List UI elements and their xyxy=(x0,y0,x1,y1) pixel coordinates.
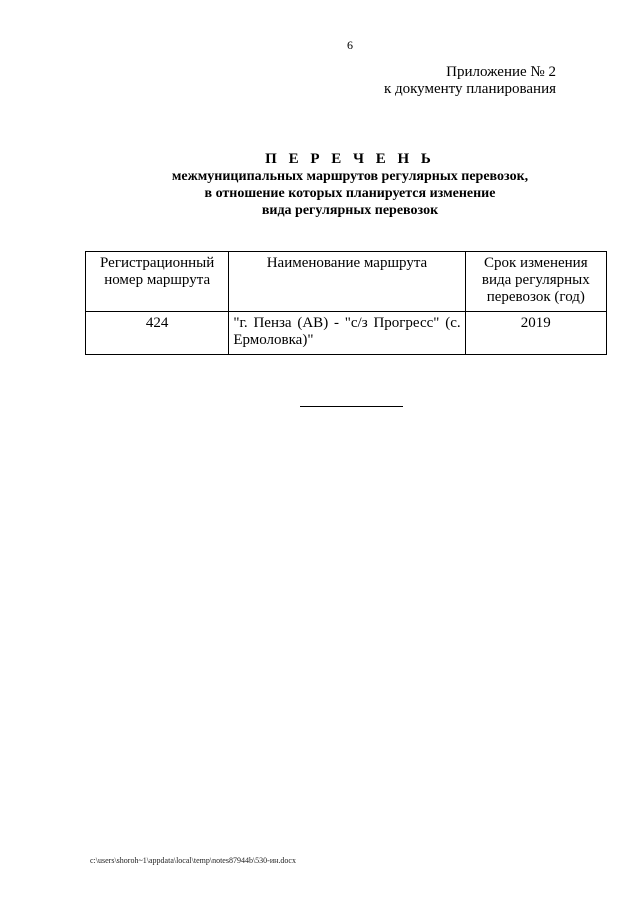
routes-table xyxy=(85,251,607,355)
document-heading xyxy=(0,150,640,219)
table-row xyxy=(86,312,607,355)
cell-change-year: 2019 xyxy=(465,312,606,355)
header-change-year: Срок изменения вида регулярных перевозок (год) xyxy=(465,252,606,312)
header-reg-number: Регистрационный номер маршрута xyxy=(86,252,229,312)
end-divider xyxy=(300,406,403,407)
appendix-title: Приложение № 2 xyxy=(446,64,556,80)
appendix-reference xyxy=(384,64,556,98)
cell-reg-number: 424 xyxy=(86,312,229,355)
footer-file-path: c:\users\shoroh~1\appdata\local\temp\notes87944b\530-ин.docx xyxy=(90,856,296,865)
header-route-name: Наименование маршрута xyxy=(229,252,465,312)
cell-route-name: "г. Пенза (АВ) - "с/з Прогресс" (с. Ермоловка)" xyxy=(229,312,465,355)
document-title: П Е Р Е Ч Е Н Ь xyxy=(265,151,435,167)
page-number: 6 xyxy=(347,38,353,52)
document-subtitle: межмуниципальных маршрутов регулярных перевозок, в отношение которых планируется изменение вида регулярных перевозок xyxy=(171,169,529,218)
appendix-document: к документу планирования xyxy=(383,81,556,97)
table-header-row xyxy=(86,252,607,312)
